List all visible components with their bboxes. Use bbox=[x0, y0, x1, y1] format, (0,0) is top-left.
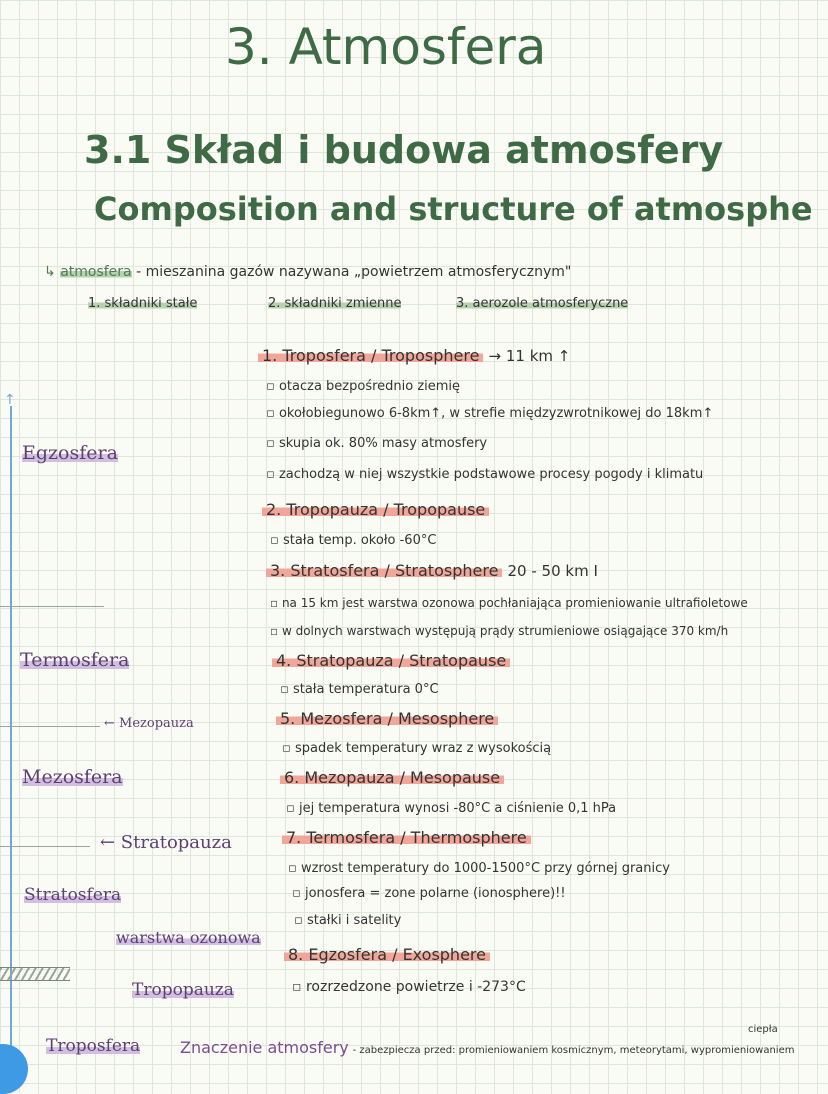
section-heading: 2. Tropopauza / Tropopause bbox=[262, 500, 489, 519]
list-item: ▫ jonosfera = zone polarne (ionosphere)!! bbox=[292, 886, 566, 901]
ozone-label: warstwa ozonowa bbox=[116, 928, 261, 947]
layer-label: Troposfera bbox=[46, 1036, 141, 1056]
list-item: ▫ jej temperatura wynosi -80°C a ciśnienie 0,1 hPa bbox=[286, 801, 616, 816]
boundary-line bbox=[0, 606, 104, 607]
definition-text: - mieszanina gazów nazywana „powietrzem atmosferycznym" bbox=[136, 264, 572, 280]
section-heading: 7. Termosfera / Thermosphere bbox=[282, 828, 531, 847]
list-item: ▫ wzrost temperatury do 1000-1500°C przy górnej granicy bbox=[288, 861, 670, 876]
section-heading: 8. Egzosfera / Exosphere bbox=[284, 945, 490, 964]
list-item: ▫ rozrzedzone powietrze i -273°C bbox=[292, 979, 526, 995]
list-item: ▫ otacza bezpośrednio ziemię bbox=[266, 379, 460, 394]
definition-line bbox=[44, 264, 571, 280]
layer-label: Stratosfera bbox=[24, 885, 122, 905]
layer-label: Termosfera bbox=[20, 649, 130, 671]
list-item: ▫ w dolnych warstwach występują prądy strumieniowe osiągające 370 km/h bbox=[270, 624, 728, 638]
component-item: 3. aerozole atmosferyczne bbox=[456, 296, 629, 311]
footer-note: ciepła bbox=[748, 1024, 778, 1035]
pause-label: Tropopauza bbox=[132, 980, 234, 1000]
footer-term: Znaczenie atmosfery bbox=[180, 1038, 349, 1057]
component-item: 2. składniki zmienne bbox=[268, 296, 402, 311]
ozone-layer-band bbox=[0, 967, 70, 981]
layer-label: Mezosfera bbox=[22, 766, 123, 788]
section-title-english: Composition and structure of atmosphe bbox=[94, 190, 813, 228]
list-item: ▫ na 15 km jest warstwa ozonowa pochłaniająca promieniowanie ultrafioletowe bbox=[270, 596, 748, 610]
section-title: 3.1 Skład i budowa atmosfery bbox=[84, 128, 724, 172]
boundary-line bbox=[0, 726, 100, 727]
list-item: ▫ stała temperatura 0°C bbox=[280, 682, 439, 697]
list-item: ▫ zachodzą w niej wszystkie podstawowe procesy pogody i klimatu bbox=[266, 467, 703, 482]
section-heading: 5. Mezosfera / Mesosphere bbox=[276, 709, 498, 728]
pause-label: ← Mezopauza bbox=[104, 716, 194, 731]
list-item: ▫ spadek temperatury wraz z wysokością bbox=[282, 741, 551, 756]
footer-line bbox=[180, 1038, 794, 1057]
footer-text: - zabezpiecza przed: promieniowaniem kosmicznym, meteorytami, wypromieniowaniem bbox=[352, 1045, 795, 1056]
boundary-line bbox=[0, 846, 90, 847]
list-item: ▫ stałki i satelity bbox=[294, 913, 401, 928]
list-item: ▫ skupia ok. 80% masy atmosfery bbox=[266, 436, 487, 451]
section-heading: 4. Stratopauza / Stratopause bbox=[272, 651, 510, 670]
section-heading: 6. Mezopauza / Mesopause bbox=[280, 768, 504, 787]
arrow-icon: ↳ bbox=[44, 264, 56, 280]
section-heading: 1. Troposfera / Troposphere → 11 km ↑ bbox=[258, 346, 570, 365]
list-item: ▫ stała temp. około -60°C bbox=[270, 533, 436, 548]
page-title: 3. Atmosfera bbox=[225, 18, 547, 76]
arrow-up-icon: ↑ bbox=[4, 392, 16, 408]
corner-decoration bbox=[0, 1044, 28, 1094]
component-item: 1. składniki stałe bbox=[88, 296, 198, 311]
pause-label: ← Stratopauza bbox=[100, 832, 232, 853]
definition-term: atmosfera bbox=[60, 264, 132, 280]
section-heading: 3. Stratosfera / Stratosphere 20 - 50 km I bbox=[266, 561, 598, 580]
list-item: ▫ okołobiegunowo 6-8km↑, w strefie międzyzwrotnikowej do 18km↑ bbox=[266, 406, 713, 421]
layer-label: Egzosfera bbox=[22, 442, 118, 464]
